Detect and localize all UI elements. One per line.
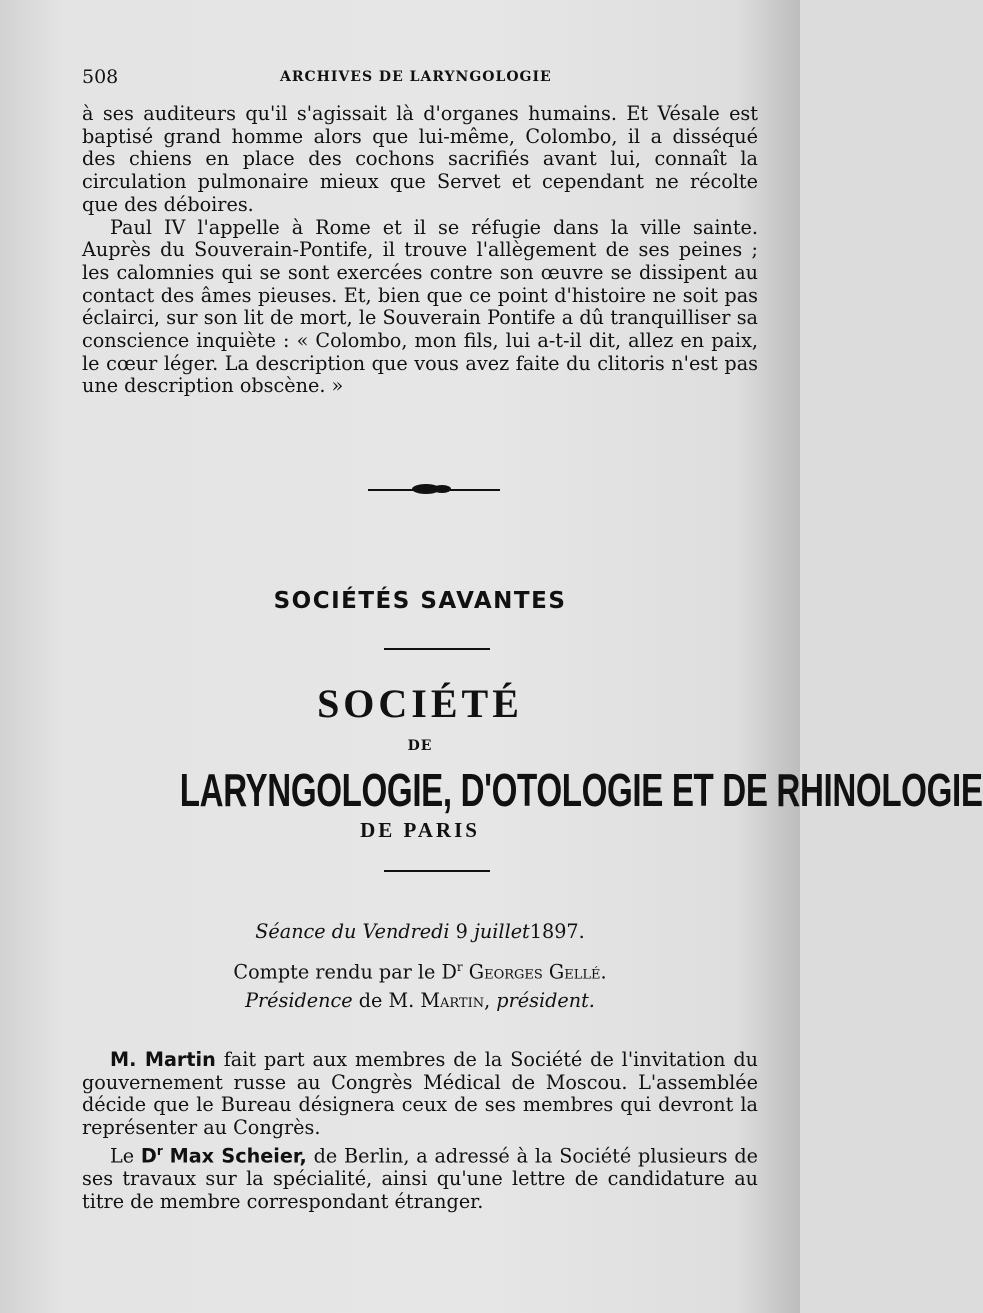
report-prefix: Compte rendu par le D [233, 960, 457, 984]
seance-label: Séance du Vendredi [255, 920, 450, 943]
ornament-divider-icon [368, 482, 500, 496]
society-name: LARYNGOLOGIE, D'OTOLOGIE ET DE RHINOLOGIE [179, 764, 983, 816]
seance-line [82, 920, 758, 944]
minutes-paragraph-2 [82, 1140, 758, 1214]
seance-day: 9 [455, 920, 468, 943]
presidence-line [82, 989, 758, 1013]
presidence-label: Présidence [245, 989, 353, 1012]
minutes-text [82, 1049, 758, 1213]
seance-month: juillet [473, 920, 530, 943]
minutes-p2-sup: r [156, 1143, 163, 1158]
continuation-paragraph-1: à ses auditeurs qu'il s'agissait là d'organes humains. Et Vésale est baptisé grand homme alors que lui-même, Colombo, il a disséqué des chiens en place des cochons sacrifiés avant lui, connaît la circulation pulmonaire mieux que Servet et cependant ne récolte que des déboires. [82, 102, 758, 216]
society-word: SOCIÉTÉ [317, 681, 523, 726]
minutes-p1-text: fait part aux membres de la Société de l'invitation du gouvernement russe au Congrès Médical de Moscou. L'assemblée décide que le Bureau désignera ceux de ses membres qui devront la représenter au Congrès. [82, 1048, 759, 1140]
minutes-p1-name: M. Martin [110, 1048, 216, 1071]
running-head: ARCHIVES DE LARYNGOLOGIE [280, 69, 552, 85]
report-sup: r [456, 960, 463, 974]
society-city: DE PARIS [360, 818, 480, 842]
minutes-p2-title: D [140, 1144, 157, 1168]
presidence-name: Martin, [420, 989, 491, 1012]
minutes-p2-name: Max Scheier, [169, 1144, 307, 1168]
seance-year: 1897. [529, 920, 585, 943]
minutes-p2-text: de Berlin, a adressé à la Société plusieurs de ses travaux sur la spécialité, ainsi qu'une lettre de candidature au titre de membre correspondant étranger. [82, 1144, 758, 1213]
minutes-paragraph-1 [82, 1049, 758, 1140]
rule-under-section [384, 648, 490, 650]
rule-under-society [384, 870, 490, 872]
page-header [82, 66, 762, 92]
continuation-text [82, 103, 758, 398]
presidence-de: de M. [358, 989, 415, 1012]
report-line [82, 955, 758, 984]
section-title: SOCIÉTÉS SAVANTES [273, 588, 567, 614]
presidence-role: président. [496, 989, 595, 1012]
society-de: DE [407, 738, 433, 754]
page-number: 508 [82, 66, 119, 88]
minutes-p2-prefix: Le [110, 1144, 135, 1168]
report-author: Georges Gellé. [468, 960, 607, 984]
continuation-paragraph-2: Paul IV l'appelle à Rome et il se réfugie dans la ville sainte. Auprès du Souverain-Pontife, il trouve l'allègement de ses peines ; les calomnies qui se sont exercées contre son œuvre se dissipent au contact des âmes pieuses. Et, bien que ce point d'histoire ne soit pas éclairci, sur son lit de mort, le Souverain Pontife a dû tranquilliser sa conscience inquiète : « Colombo, mon fils, lui a-t-il dit, allez en paix, le cœur léger. La description que vous avez faite du clitoris n'est pas une description obscène. » [82, 215, 758, 398]
